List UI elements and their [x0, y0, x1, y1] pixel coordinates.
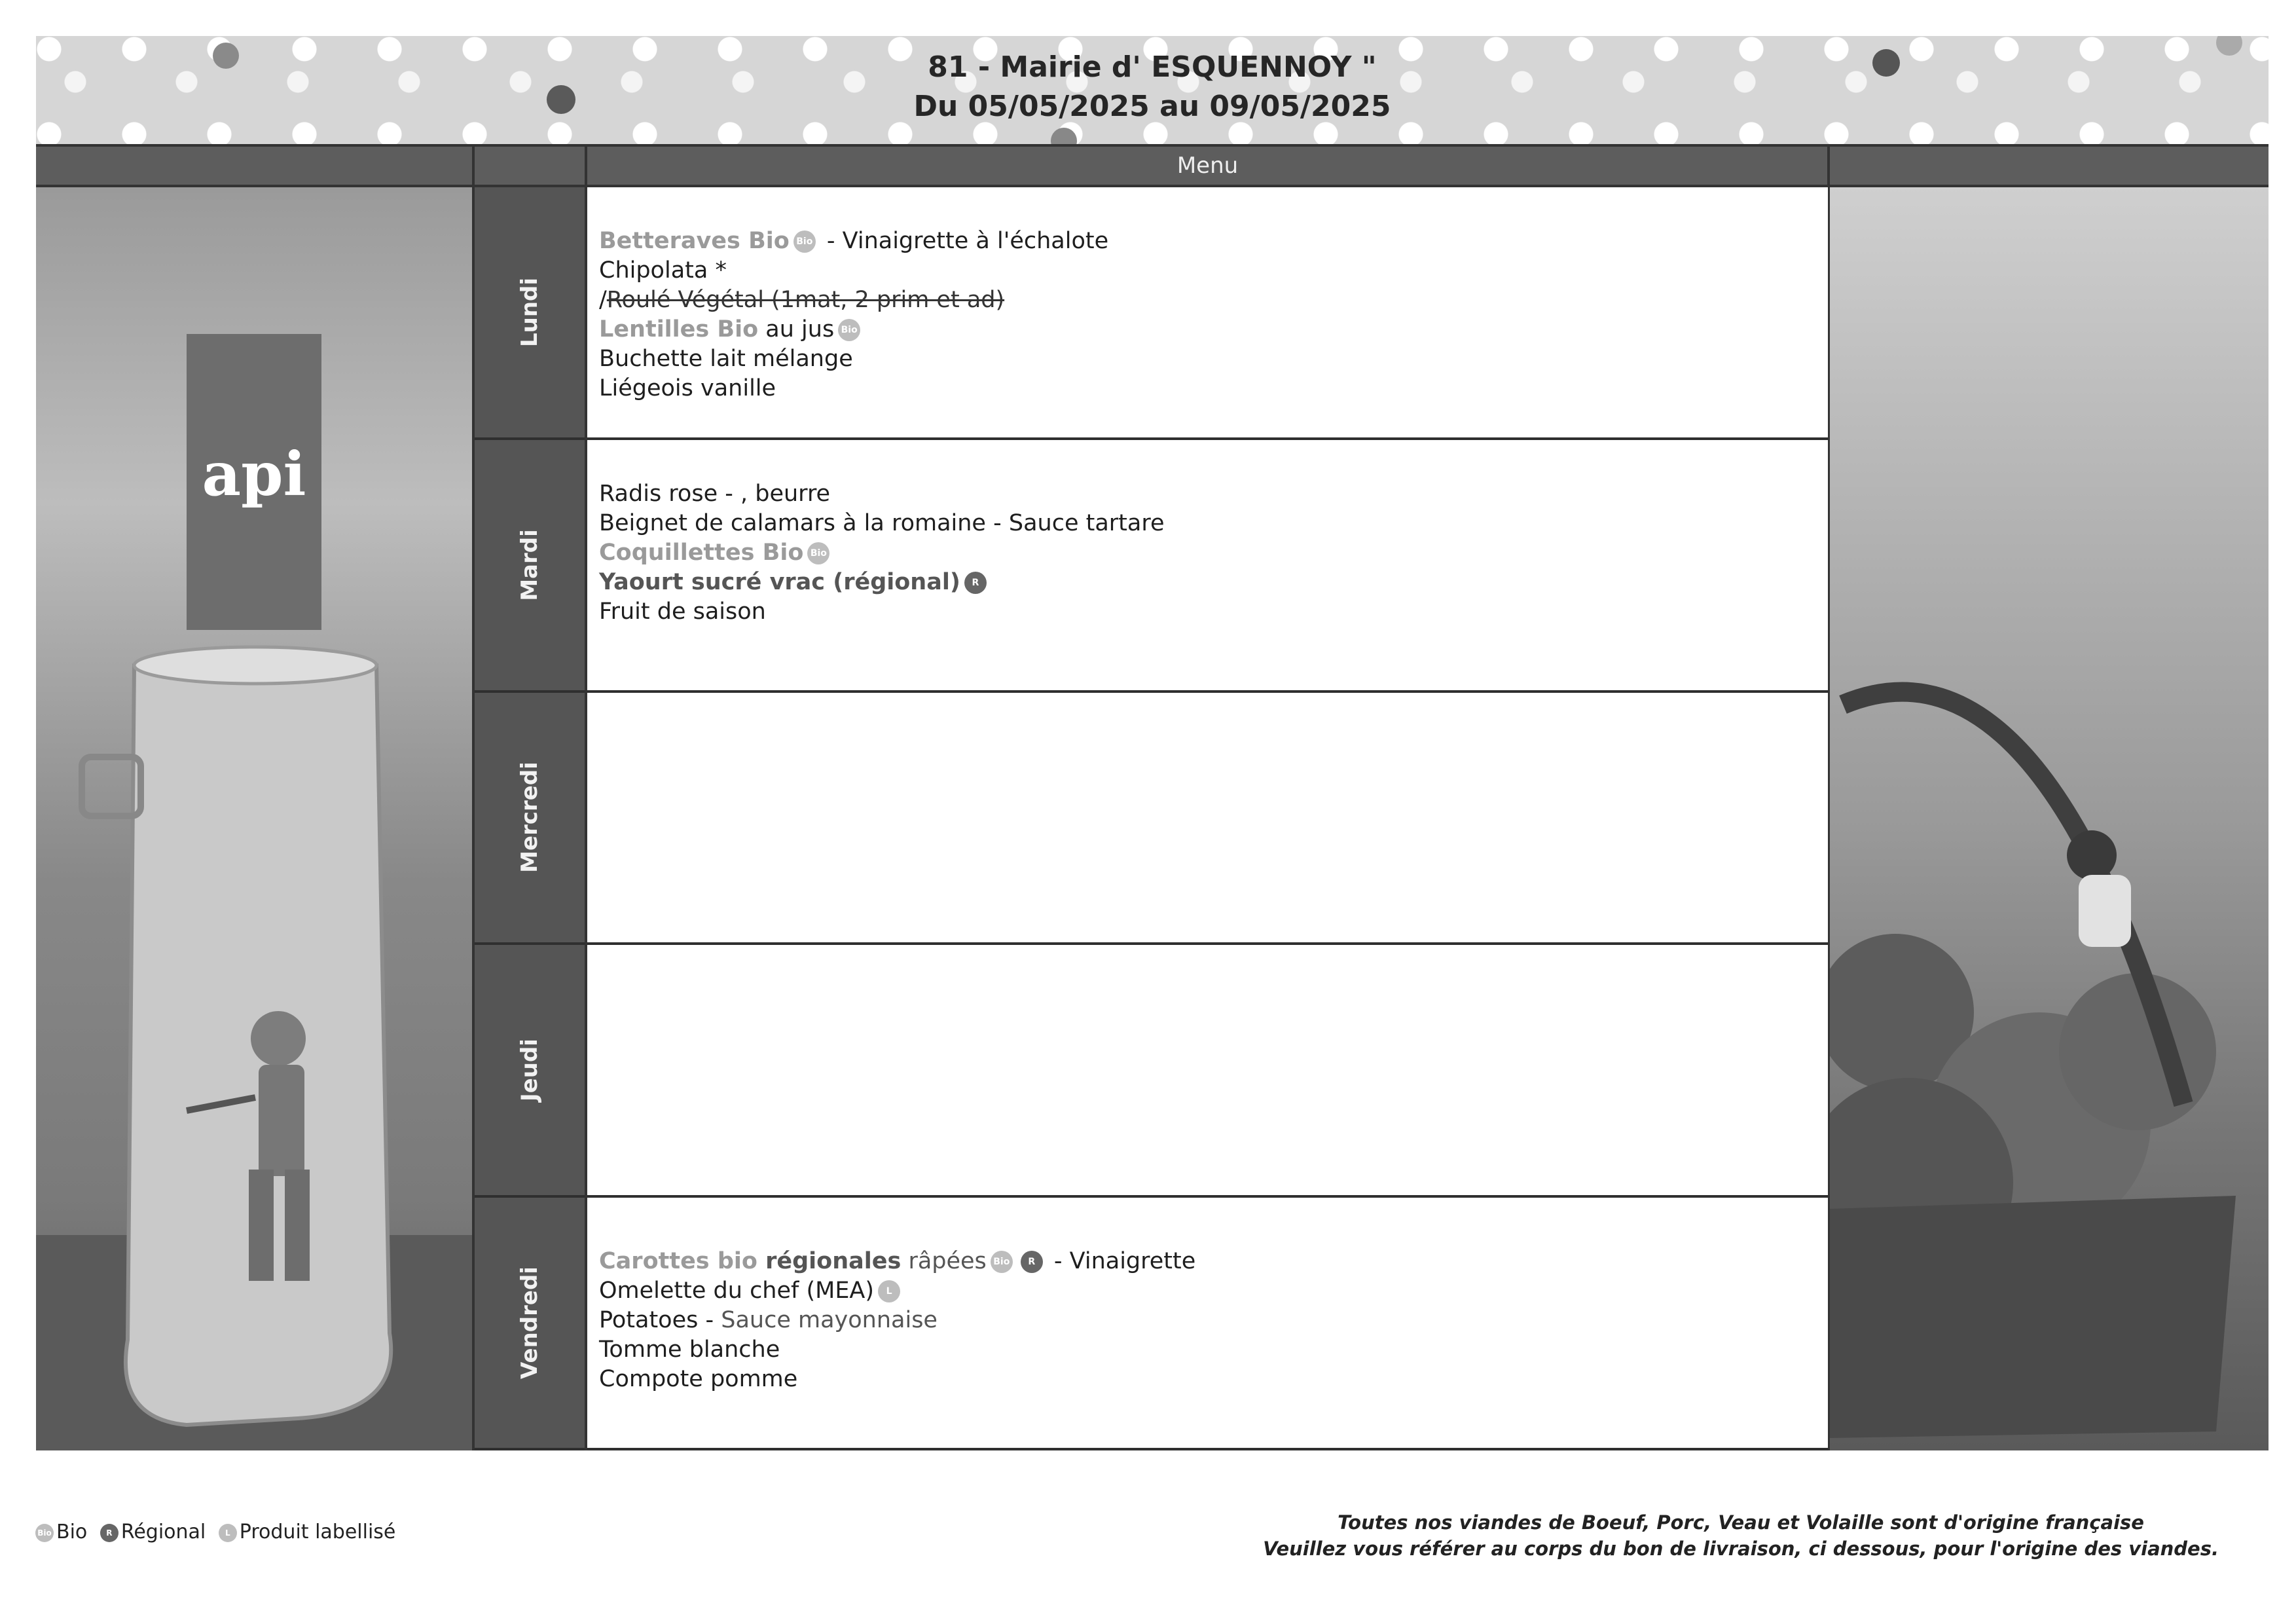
menu-text: régionales: [765, 1248, 902, 1275]
menu-item: [599, 286, 1108, 315]
menu-item: [599, 1276, 1195, 1306]
menu-text: Beignet de calamars à la romaine - Sauce tartare: [599, 509, 1165, 536]
day-tab-jeudi: [475, 945, 585, 1198]
regional-icon: R: [964, 572, 987, 594]
menu-item: [599, 597, 1164, 627]
menu-item: [599, 1306, 1195, 1335]
menu-item: [599, 227, 1108, 256]
menu-text: /: [599, 287, 607, 313]
menu-text: Carottes bio: [599, 1248, 766, 1275]
basket-illustration: [1830, 187, 2269, 1450]
day-menu-vendredi: [587, 1198, 1828, 1450]
menu-text: Radis rose - , beurre: [599, 480, 831, 507]
menu-text: Yaourt sucré vrac (régional): [599, 568, 960, 595]
page-header: [36, 36, 2269, 144]
menu-item: [599, 344, 1108, 374]
footer-line-2: Veuillez vous référer au corps du bon de livraison, ci dessous, pour l'origine des viandes.: [1263, 1538, 2219, 1560]
menu-text: Betteraves Bio: [599, 228, 790, 254]
menu-text: râpées: [901, 1248, 987, 1275]
bio-icon: Bio: [35, 1524, 54, 1542]
menu-item: [599, 1335, 1195, 1365]
legend-bio: Bio: [56, 1521, 88, 1543]
day-menu-mercredi: [587, 693, 1828, 946]
day-label: Lundi: [517, 277, 543, 347]
label-icon: L: [219, 1524, 237, 1542]
day-label: Mardi: [517, 528, 543, 601]
menu-text: Liégeois vanille: [599, 375, 776, 401]
menu-text: Omelette du chef (MEA): [599, 1278, 875, 1304]
decor-dot: [1051, 128, 1077, 144]
menu-header-band: [36, 144, 2269, 187]
menu-text: Coquillettes Bio: [599, 539, 804, 566]
label-icon: L: [878, 1280, 900, 1302]
menu-grid: [36, 144, 2269, 1450]
legend-label: Produit labellisé: [239, 1521, 396, 1543]
page-title: 81 - Mairie d' ESQUENNOY ": [928, 50, 1377, 84]
menu-text: Compote pomme: [599, 1366, 798, 1393]
regional-icon: R: [1021, 1251, 1043, 1273]
api-logo: [187, 334, 321, 630]
day-tab-lundi: [475, 187, 585, 440]
menu-text: Tomme blanche: [599, 1337, 780, 1363]
day-menu-mardi: [587, 440, 1828, 693]
menu-item: [599, 479, 1164, 509]
day-label: Vendredi: [517, 1266, 543, 1380]
menu-text: Chipolata *: [599, 257, 727, 284]
menu-item: [599, 509, 1164, 538]
bio-icon: Bio: [807, 542, 829, 564]
day-label: Jeudi: [517, 1039, 543, 1102]
menu-item: [599, 568, 1164, 597]
menu-item: [599, 256, 1108, 286]
regional-icon: R: [100, 1524, 118, 1542]
menu-text: Lentilles Bio: [599, 316, 759, 342]
menu-text: Sauce mayonnaise: [721, 1307, 938, 1334]
bio-icon: Bio: [838, 319, 860, 341]
menu-text: Buchette lait mélange: [599, 346, 853, 372]
day-menu-lundi: [587, 187, 1828, 440]
legend-regional: Régional: [120, 1521, 206, 1543]
menu-text: Potatoes -: [599, 1307, 721, 1334]
menu-item: [599, 1247, 1195, 1276]
day-menu-jeudi: [587, 945, 1828, 1198]
menu-text: - Vinaigrette: [1046, 1248, 1196, 1275]
bio-icon: Bio: [793, 231, 816, 253]
page-subtitle: Du 05/05/2025 au 09/05/2025: [913, 90, 1391, 123]
menu-text: Roulé Végétal (1mat, 2 prim et ad): [606, 287, 1005, 313]
bio-icon: Bio: [991, 1251, 1013, 1273]
menu-item: [599, 315, 1108, 344]
menu-text: au jus: [758, 316, 835, 342]
footer-note: [1263, 1509, 2219, 1562]
apple-basket-photo: [1830, 187, 2269, 1450]
logo-text: api: [202, 439, 306, 509]
day-tab-mardi: [475, 440, 585, 693]
day-label: Mercredi: [517, 762, 543, 874]
footer-line-1: Toutes nos viandes de Boeuf, Porc, Veau et Volaille sont d'origine française: [1338, 1511, 2144, 1534]
menu-item: [599, 374, 1108, 403]
menu-column-label: Menu: [1176, 153, 1239, 179]
day-tab-mercredi: [475, 693, 585, 946]
menu-text: Fruit de saison: [599, 598, 766, 625]
menu-item: [599, 538, 1164, 568]
legend: [33, 1521, 395, 1543]
menu-text: - Vinaigrette à l'échalote: [819, 228, 1109, 254]
day-tab-vendredi: [475, 1198, 585, 1450]
menu-item: [599, 1365, 1195, 1394]
